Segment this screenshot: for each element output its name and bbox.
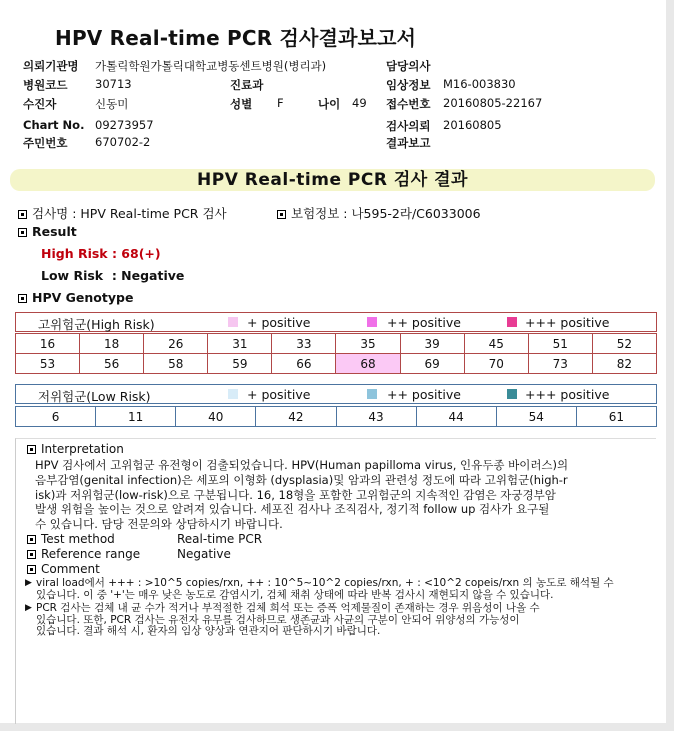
genotype-cell: 61: [576, 407, 656, 427]
genotype-cell: 68: [336, 354, 400, 374]
genotype-cell: 35: [336, 334, 400, 354]
receipt-no-label: 접수번호: [386, 97, 431, 111]
legend-plus3-label: +++ positive: [525, 315, 610, 330]
test-request-label: 검사의뢰: [386, 119, 431, 133]
low-risk-table: [15, 406, 657, 427]
genotype-cell: 39: [400, 334, 464, 354]
patient-label: 수진자: [23, 97, 57, 111]
high-risk-table: [15, 333, 657, 374]
age-label: 나이: [318, 97, 341, 111]
comment-line: viral load에서 +++ : >10^5 copies/rxn, ++ : 10^5~10^2 copies/rxn, + : <10^2 copeis/rxn 의 농도로 해석될 수: [36, 577, 614, 589]
test-method-value: Real-time PCR: [177, 532, 263, 546]
genotype-heading: [18, 290, 133, 305]
genotype-cell: 53: [16, 354, 80, 374]
interpretation-line: 발생 위험을 높이는 것으로 알려져 있습니다. 세포진 검사나 조직검사, 정기적 follow up 검사가 요구될: [35, 502, 550, 517]
reference-range-value: Negative: [177, 547, 231, 561]
insurance-label: 보험정보 :: [291, 206, 348, 221]
legend-swatch-plus3: [507, 317, 517, 327]
result-banner: [10, 169, 655, 191]
interpretation-line: HPV 검사에서 고위험군 유전형이 검출되었습니다. HPV(Human papilloma virus, 인유두종 바이러스)의: [35, 458, 569, 472]
test-name-label: 검사명 :: [32, 206, 77, 221]
high-risk-header: [15, 312, 657, 332]
genotype-cell: 26: [144, 334, 208, 354]
interpretation-line: 수 있습니다. 담당 전문의와 상담하시기 바랍니다.: [35, 517, 283, 532]
scrollbar[interactable]: [666, 0, 674, 731]
interpretation-heading: [27, 442, 124, 456]
genotype-cell: 31: [208, 334, 272, 354]
reference-range-row: [27, 547, 140, 561]
hospital-code-label: 병원코드: [23, 78, 68, 92]
report-title: HPV Real-time PCR 검사결과보고서: [55, 26, 417, 50]
comment-line: PCR 검사는 검체 내 균 수가 적거나 부적절한 검체 희석 또는 증폭 억제물질이 존재하는 경우 위음성이 나올 수: [36, 602, 540, 614]
bottom-edge: [0, 723, 674, 731]
resident-no-value: 670702-2: [95, 135, 151, 149]
bullet-icon: [18, 228, 27, 237]
bullet-icon: [27, 550, 36, 559]
test-name-line: [18, 204, 227, 222]
legend-swatch-plus2: [367, 317, 377, 327]
genotype-cell: 70: [464, 354, 528, 374]
legend-swatch-plus: [228, 317, 238, 327]
legend-plus-label: + positive: [247, 387, 311, 402]
bullet-icon: [27, 565, 36, 574]
test-name-value: HPV Real-time PCR 검사: [80, 206, 227, 221]
high-risk-result: High Risk : 68(+): [41, 246, 161, 261]
genotype-row: [16, 334, 657, 354]
genotype-cell: 52: [592, 334, 656, 354]
genotype-cell: 44: [416, 407, 496, 427]
genotype-cell: 69: [400, 354, 464, 374]
genotype-row: [16, 354, 657, 374]
clinical-info-label: 임상정보: [386, 78, 431, 92]
low-risk-label: 저위험군(Low Risk): [38, 389, 151, 404]
genotype-cell: 82: [592, 354, 656, 374]
comment-item: [25, 578, 650, 601]
bullet-icon: [277, 210, 286, 219]
legend-plus-label: + positive: [247, 315, 311, 330]
attending-doctor-label: 담당의사: [386, 59, 431, 73]
legend-swatch-plus3: [507, 389, 517, 399]
genotype-cell: 33: [272, 334, 336, 354]
genotype-cell: 16: [16, 334, 80, 354]
interpretation-line: isk)과 저위험군(low-risk)으로 구분됩니다. 16, 18형을 포함한 고위험군의 지속적인 감염은 자궁경부암: [35, 487, 556, 502]
arrow-icon: ▶: [25, 603, 32, 613]
department-label: 진료과: [230, 78, 264, 92]
age-value: 49: [352, 96, 367, 110]
genotype-cell: 40: [176, 407, 256, 427]
insurance-value: 나595-2라/C6033006: [351, 206, 481, 221]
comment-heading: [27, 562, 100, 576]
chart-no-value: 09273957: [95, 118, 154, 132]
comment-heading-text: Comment: [41, 562, 100, 576]
bullet-icon: [18, 210, 27, 219]
legend-swatch-plus2: [367, 389, 377, 399]
chart-no-label: Chart No.: [23, 118, 85, 132]
result-heading-text: Result: [32, 224, 77, 239]
genotype-cell: 56: [80, 354, 144, 374]
genotype-cell: 43: [336, 407, 416, 427]
legend-swatch-plus: [228, 389, 238, 399]
interpretation-heading-text: Interpretation: [41, 442, 124, 456]
requesting-institution-value: 가톨릭학원가톨릭대학교병동센트병원(병리과): [95, 59, 327, 73]
genotype-cell: 59: [208, 354, 272, 374]
comment-line: 있습니다. 결과 해석 시, 환자의 임상 양상과 연관지어 판단하시기 바랍니다.: [36, 625, 381, 637]
bullet-icon: [27, 535, 36, 544]
genotype-cell: 18: [80, 334, 144, 354]
comment-item: [25, 603, 650, 638]
genotype-cell: 58: [144, 354, 208, 374]
clinical-info-value: M16-003830: [443, 77, 516, 91]
receipt-no-value: 20160805-22167: [443, 96, 543, 110]
hospital-code-value: 30713: [95, 77, 132, 91]
genotype-cell: 11: [96, 407, 176, 427]
legend-plus3-label: +++ positive: [525, 387, 610, 402]
reference-range-label: Reference range: [41, 547, 141, 561]
sex-label: 성별: [230, 97, 253, 111]
interpretation-line: 음부감염(genital infection)은 세포의 이형화 (dysplasia)및 암과의 관련성 정도에 따라 고위험군(high-r: [35, 472, 568, 487]
genotype-cell: 54: [496, 407, 576, 427]
interpretation-text: [35, 458, 647, 532]
genotype-cell: 6: [16, 407, 96, 427]
low-risk-result: Low Risk : Negative: [41, 268, 185, 283]
patient-value: 신동미: [95, 97, 129, 111]
requesting-institution-label: 의뢰기관명: [23, 59, 79, 73]
comment-line: 있습니다. 이 중 '+'는 매우 낮은 농도로 감염시기, 검체 채취 상태에 따라 반복 검사시 재현되지 않을 수 있습니다.: [36, 588, 554, 601]
comment-line: 있습니다. 또한, PCR 검사는 유전자 유무를 검사하므로 생존균과 사균의 구분이 안되어 위양성의 가능성이: [36, 613, 520, 626]
insurance-line: [277, 204, 481, 222]
sex-value: F: [277, 96, 284, 110]
genotype-cell: 42: [256, 407, 336, 427]
genotype-cell: 51: [528, 334, 592, 354]
resident-no-label: 주민번호: [23, 136, 68, 150]
bullet-icon: [27, 445, 36, 454]
high-risk-label: 고위험군(High Risk): [38, 317, 155, 332]
banner-title: HPV Real-time PCR 검사 결과: [197, 170, 468, 190]
result-report-label: 결과보고: [386, 136, 431, 150]
genotype-heading-text: HPV Genotype: [32, 290, 134, 305]
test-method-label: Test method: [41, 532, 115, 546]
test-method-row: [27, 532, 115, 546]
legend-plus2-label: ++ positive: [387, 387, 461, 402]
bullet-icon: [18, 294, 27, 303]
genotype-cell: 73: [528, 354, 592, 374]
arrow-icon: ▶: [25, 578, 32, 588]
legend-plus2-label: ++ positive: [387, 315, 461, 330]
genotype-cell: 45: [464, 334, 528, 354]
test-request-value: 20160805: [443, 118, 502, 132]
result-heading: [18, 224, 77, 239]
low-risk-header: [15, 384, 657, 404]
genotype-cell: 66: [272, 354, 336, 374]
